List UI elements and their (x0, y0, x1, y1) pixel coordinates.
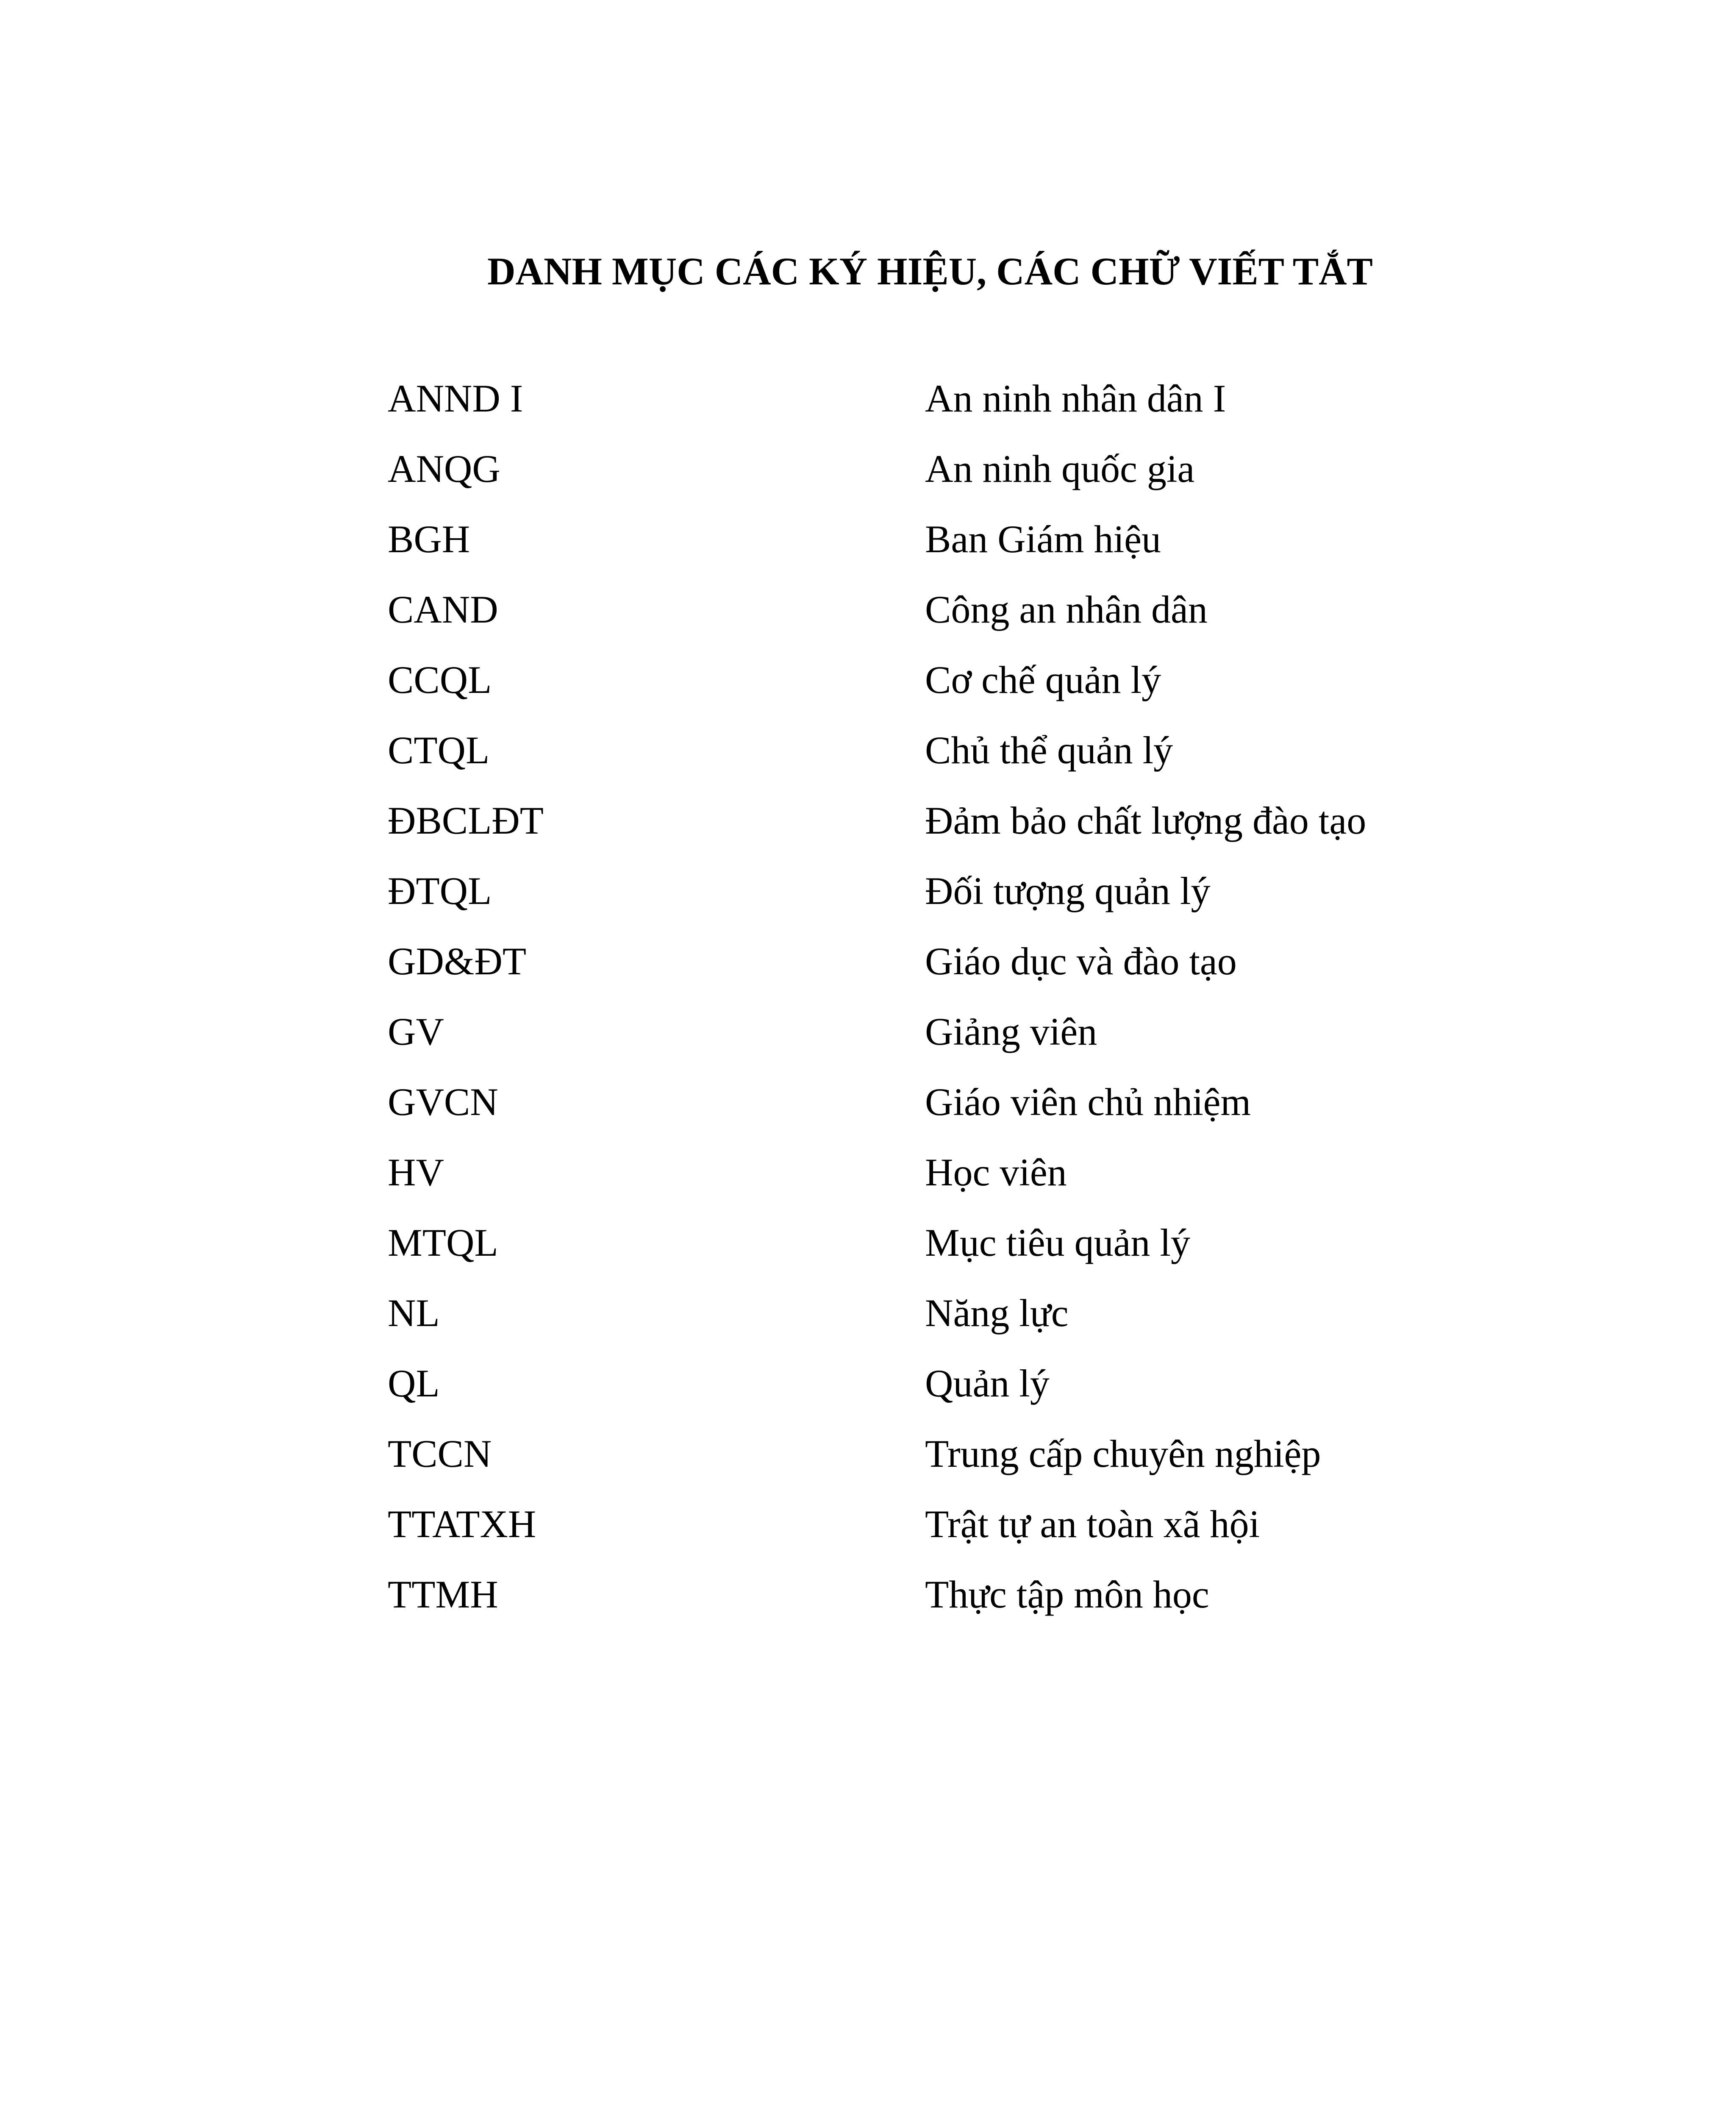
abbreviation: CCQL (388, 658, 492, 701)
abbreviation: ĐBCLĐT (388, 799, 544, 842)
abbreviation: HV (388, 1151, 444, 1194)
abbreviation: ANQG (388, 447, 500, 490)
abbreviation: GVCN (388, 1080, 498, 1123)
list-item (388, 862, 1617, 933)
abbreviation-meaning: Năng lực (925, 1291, 1069, 1335)
list-item (388, 440, 1617, 511)
abbreviation-meaning: Thực tập môn học (925, 1573, 1209, 1616)
list-item (388, 722, 1617, 792)
abbreviation-meaning: Trung cấp chuyên nghiệp (925, 1432, 1321, 1475)
list-item (388, 1003, 1617, 1073)
abbreviation-meaning: Đảm bảo chất lượng đào tạo (925, 799, 1367, 842)
list-item (388, 370, 1617, 440)
list-item (388, 1425, 1617, 1496)
list-item (388, 1285, 1617, 1355)
list-item (388, 1355, 1617, 1425)
abbreviation-meaning: Trật tự an toàn xã hội (925, 1502, 1260, 1546)
list-item (388, 792, 1617, 862)
abbreviation: NL (388, 1291, 440, 1335)
list-item (388, 511, 1617, 581)
abbreviation: GD&ĐT (388, 940, 527, 983)
abbreviation: GV (388, 1010, 444, 1053)
list-item (388, 1144, 1617, 1214)
list-item (388, 651, 1617, 722)
list-item (388, 1496, 1617, 1566)
abbreviation-meaning: Chủ thể quản lý (925, 729, 1173, 772)
abbreviation-meaning: Học viên (925, 1151, 1067, 1194)
abbreviation: TTMH (388, 1573, 498, 1616)
abbreviation-meaning: An ninh nhân dân I (925, 377, 1226, 420)
abbreviation-meaning: Quản lý (925, 1362, 1050, 1405)
abbreviation: ANND I (388, 377, 523, 420)
abbreviation-meaning: Giảng viên (925, 1010, 1097, 1053)
abbreviation-meaning: Ban Giám hiệu (925, 517, 1161, 561)
abbreviation: BGH (388, 517, 470, 561)
abbreviation: CTQL (388, 729, 490, 772)
abbreviation-meaning: Giáo viên chủ nhiệm (925, 1080, 1251, 1123)
list-item (388, 581, 1617, 651)
abbreviation-meaning: Giáo dục và đào tạo (925, 940, 1237, 983)
abbreviation: TTATXH (388, 1502, 536, 1546)
list-item (388, 1073, 1617, 1144)
page-title: DANH MỤC CÁC KÝ HIỆU, CÁC CHỮ VIẾT TẮT (487, 250, 1373, 293)
list-item (388, 933, 1617, 1003)
abbreviation: TCCN (388, 1432, 492, 1475)
abbreviation: QL (388, 1362, 440, 1405)
list-item (388, 1566, 1617, 1636)
abbreviation: ĐTQL (388, 869, 492, 912)
abbreviation: CAND (388, 588, 498, 631)
list-item (388, 1214, 1617, 1285)
abbreviation: MTQL (388, 1221, 498, 1264)
abbreviation-meaning: An ninh quốc gia (925, 447, 1195, 490)
abbreviation-meaning: Công an nhân dân (925, 588, 1208, 631)
abbreviation-list (388, 370, 1617, 1636)
abbreviation-meaning: Mục tiêu quản lý (925, 1221, 1190, 1264)
abbreviation-meaning: Đối tượng quản lý (925, 869, 1211, 912)
abbreviation-meaning: Cơ chế quản lý (925, 658, 1161, 701)
